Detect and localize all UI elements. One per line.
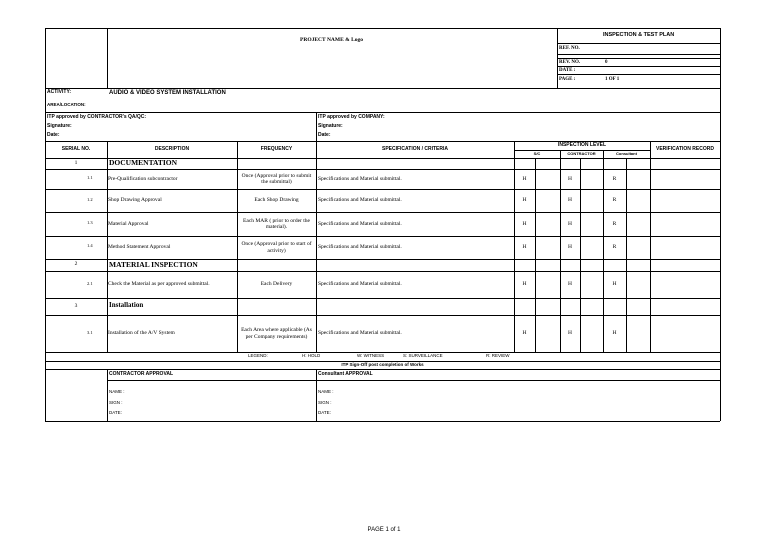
row-contractor-level: H <box>568 281 572 288</box>
row-spec: Specifications and Material submittal. <box>318 244 402 251</box>
row-spec: Specifications and Material submittal. <box>318 220 402 227</box>
row-description: Shop Drawing Approval <box>108 197 162 204</box>
itp-contractor-label: ITP approved by CONTRACTOR's QA/QC: <box>47 114 147 120</box>
row-contractor-level: H <box>568 175 572 182</box>
row-frequency: Once (Approval prior to submit the submittal) <box>241 172 312 185</box>
rule <box>45 88 720 89</box>
itp-contractor-signature: Signature: <box>47 123 72 129</box>
row-number: 1.2 <box>87 197 93 202</box>
contractor-approval-title: CONTRACTOR APPROVAL <box>109 371 174 377</box>
row-consultant-level: H <box>612 281 617 288</box>
legend-surveillance: S: SURVEILLANCE <box>403 353 443 358</box>
rev-no-value: 0 <box>605 60 608 65</box>
rule <box>650 141 651 352</box>
row-spec: Specifications and Material submittal. <box>318 197 402 204</box>
row-number: 2.1 <box>87 281 93 286</box>
section-title: Installation <box>109 301 144 309</box>
consultant-name-field[interactable]: NAME : <box>318 389 334 394</box>
rule <box>580 158 581 352</box>
rule <box>107 380 720 381</box>
contractor-name-field[interactable]: NAME : <box>109 389 125 394</box>
rule <box>45 28 720 29</box>
row-sc-level: H <box>522 197 527 204</box>
row-frequency: Each Delivery <box>260 281 293 288</box>
rule <box>45 141 720 142</box>
row-contractor-level: H <box>568 330 572 337</box>
activity-value: AUDIO & VIDEO SYSTEM INSTALLATION <box>109 90 226 96</box>
rule <box>557 66 720 67</box>
row-sc-level: H <box>522 220 527 227</box>
date-label: DATE : <box>559 68 576 73</box>
row-contractor-level: H <box>568 220 572 227</box>
row-consultant-level: R <box>612 197 617 204</box>
area-location-label: AREA/LOCATION: <box>47 102 86 107</box>
section-serial: 3 <box>74 303 78 309</box>
rule <box>557 74 720 75</box>
page-value: 1 OF 1 <box>605 77 620 82</box>
row-frequency: Each Shop Drawing <box>254 197 299 204</box>
row-contractor-level: H <box>568 197 572 204</box>
header-serial: SERIAL NO. <box>61 146 91 152</box>
row-description: Material Approval <box>108 220 149 227</box>
row-description: Check the Material as per approved submittal. <box>108 281 210 288</box>
itp-contractor-date: Date: <box>47 132 60 138</box>
header-consultant: Consultant <box>616 151 637 156</box>
row-frequency: Once (Approval prior to start of activity) <box>241 241 312 254</box>
project-name: PROJECT NAME & Logo <box>300 37 363 43</box>
row-spec: Specifications and Material submittal. <box>318 330 402 337</box>
row-spec: Specifications and Material submittal. <box>318 175 402 182</box>
row-consultant-level: H <box>612 330 617 337</box>
section-serial: 2 <box>74 261 78 267</box>
row-number: 1.4 <box>87 243 93 248</box>
row-frequency: Each Area where applicable (As per Company requirements) <box>241 327 312 340</box>
signoff-title: ITP Sign-Off post completion of Works <box>341 362 424 367</box>
rule <box>720 28 721 421</box>
section-serial: 1 <box>74 160 78 166</box>
rule <box>45 421 720 422</box>
rule <box>316 141 317 352</box>
row-description: Method Statement Approval <box>108 244 171 251</box>
section-title: DOCUMENTATION <box>109 158 178 167</box>
rule <box>557 58 720 59</box>
rule <box>107 28 108 88</box>
rule <box>45 298 720 299</box>
rule <box>107 369 108 421</box>
row-number: 1.1 <box>87 175 93 180</box>
header-specification: SPECIFICATION / CRITERIA <box>381 146 449 152</box>
legend-witness: W: WITNESS <box>357 353 385 358</box>
rule <box>45 369 720 370</box>
legend-hold: H: HOLD <box>302 353 321 358</box>
plan-title: INSPECTION & TEST PLAN <box>603 32 675 38</box>
itp-company-signature: Signature: <box>318 123 343 129</box>
contractor-date-field[interactable]: DATE: <box>109 410 122 415</box>
page-footer: PAGE 1 of 1 <box>367 527 401 533</box>
rule <box>535 158 536 352</box>
row-sc-level: H <box>522 244 527 251</box>
consultant-approval-title: Consultant APPROVAL <box>318 371 373 377</box>
section-title: MATERIAL INSPECTION <box>109 260 198 269</box>
row-number: 1.3 <box>87 220 93 225</box>
row-consultant-level: R <box>612 175 617 182</box>
row-consultant-level: R <box>612 244 617 251</box>
header-description: DESCRIPTION <box>154 146 190 152</box>
legend-review: R: REVIEW <box>486 353 510 358</box>
activity-label: ACTIVITY: <box>47 89 72 95</box>
itp-company-date: Date: <box>318 132 331 138</box>
header-frequency: FREQUENCY <box>260 146 293 152</box>
header-inspection-level: INSPECTION LEVEL <box>557 142 607 148</box>
row-contractor-level: H <box>568 244 572 251</box>
rule <box>316 112 317 141</box>
rule <box>626 158 627 352</box>
row-consultant-level: R <box>612 220 617 227</box>
header-contractor: CONTRACTOR <box>567 151 596 156</box>
row-frequency: Each MAR ( prior to order the material). <box>243 217 310 230</box>
row-number: 3.1 <box>87 330 93 335</box>
consultant-sign-field[interactable]: SIGN : <box>318 400 332 405</box>
ref-no-label: REF. NO. <box>559 46 580 51</box>
rule <box>316 369 317 421</box>
legend-label: LEGEND: <box>248 353 268 358</box>
row-description: Installation of the A/V System <box>108 330 175 337</box>
row-sc-level: H <box>522 175 527 182</box>
consultant-date-field[interactable]: DATE: <box>318 410 331 415</box>
row-sc-level: H <box>522 281 527 288</box>
header-sc: S/C <box>533 151 541 156</box>
rev-no-label: REV. NO. <box>559 60 581 65</box>
header-verification: VERIFICATION RECORD <box>656 146 714 152</box>
page-label: PAGE : <box>559 77 576 82</box>
rule <box>557 54 720 55</box>
row-sc-level: H <box>522 330 527 337</box>
contractor-sign-field[interactable]: SIGN : <box>109 400 123 405</box>
row-spec: Specifications and Material submittal. <box>318 281 402 288</box>
rule <box>557 43 720 44</box>
rule <box>45 112 720 113</box>
row-description: Pre-Qualification subcontractor <box>108 175 178 182</box>
itp-company-label: ITP approved by COMPANY: <box>318 114 385 120</box>
